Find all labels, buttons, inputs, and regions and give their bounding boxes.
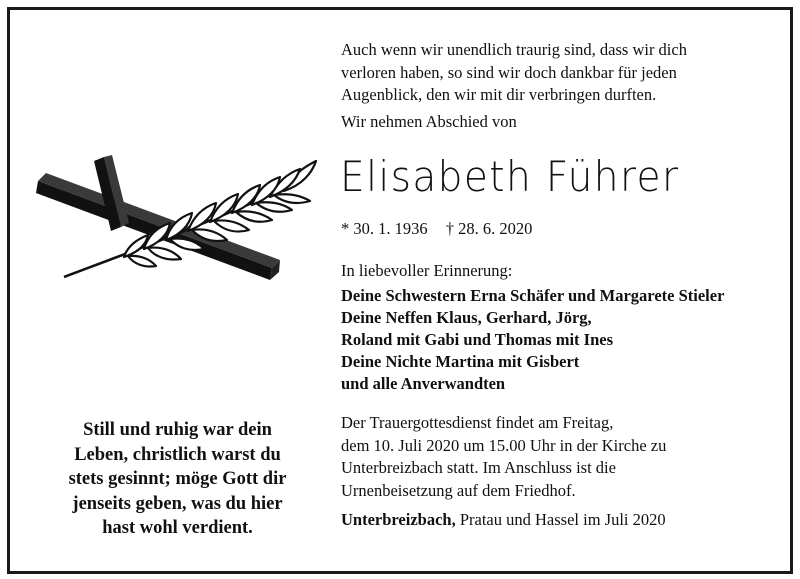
service-line: dem 10. Juli 2020 um 15.00 Uhr in der Kirche zu [341,435,667,455]
verse-line: jenseits geben, was du hier [72,493,283,514]
death-date: † 28. 6. 2020 [445,219,533,238]
deceased-name: Elisabeth Führer [340,152,680,201]
closing-rest: Pratau und Hassel im Juli 2020 [455,510,666,529]
mourner-line: Roland mit Gabi und Thomas mit Ines [341,330,614,349]
mourner-line: Deine Schwestern Erna Schäfer und Margarete Stieler [341,286,725,305]
mourner-line: und alle Anverwandten [341,374,506,393]
intro-text [341,39,781,107]
mourner-line: Deine Neffen Klaus, Gerhard, Jörg, [341,308,592,327]
service-info [341,412,781,502]
farewell-line: Wir nehmen Abschied von [341,112,517,131]
mourners-list [341,285,724,395]
intro-line: Augenblick, den wir mit dir verbringen durften. [341,85,657,104]
verse-line: hast wohl verdient. [102,518,253,538]
service-line: Unterbreizbach statt. Im Anschluss ist die [341,458,616,477]
verse-line: stets gesinnt; möge Gott dir [68,469,287,489]
memory-label: In liebevoller Erinnerung: [341,261,513,280]
cross-with-palm-branch-icon [34,155,324,285]
closing-line [341,510,666,530]
closing-place: Unterbreizbach, [341,510,456,529]
intro-line: verloren haben, so sind wir doch dankbar für jeden [341,62,677,82]
intro-line: Auch wenn wir unendlich traurig sind, dass wir dich [341,40,687,59]
life-dates [341,219,532,239]
verse [40,418,315,541]
mourner-line: Deine Nichte Martina mit Gisbert [341,352,580,371]
verse-line: Still und ruhig war dein [83,420,272,440]
service-line: Der Trauergottesdienst findet am Freitag, [341,413,614,432]
birth-date: * 30. 1. 1936 [341,219,428,238]
verse-line: Leben, christlich warst du [74,444,281,465]
service-line: Urnenbeisetzung auf dem Friedhof. [341,480,576,500]
